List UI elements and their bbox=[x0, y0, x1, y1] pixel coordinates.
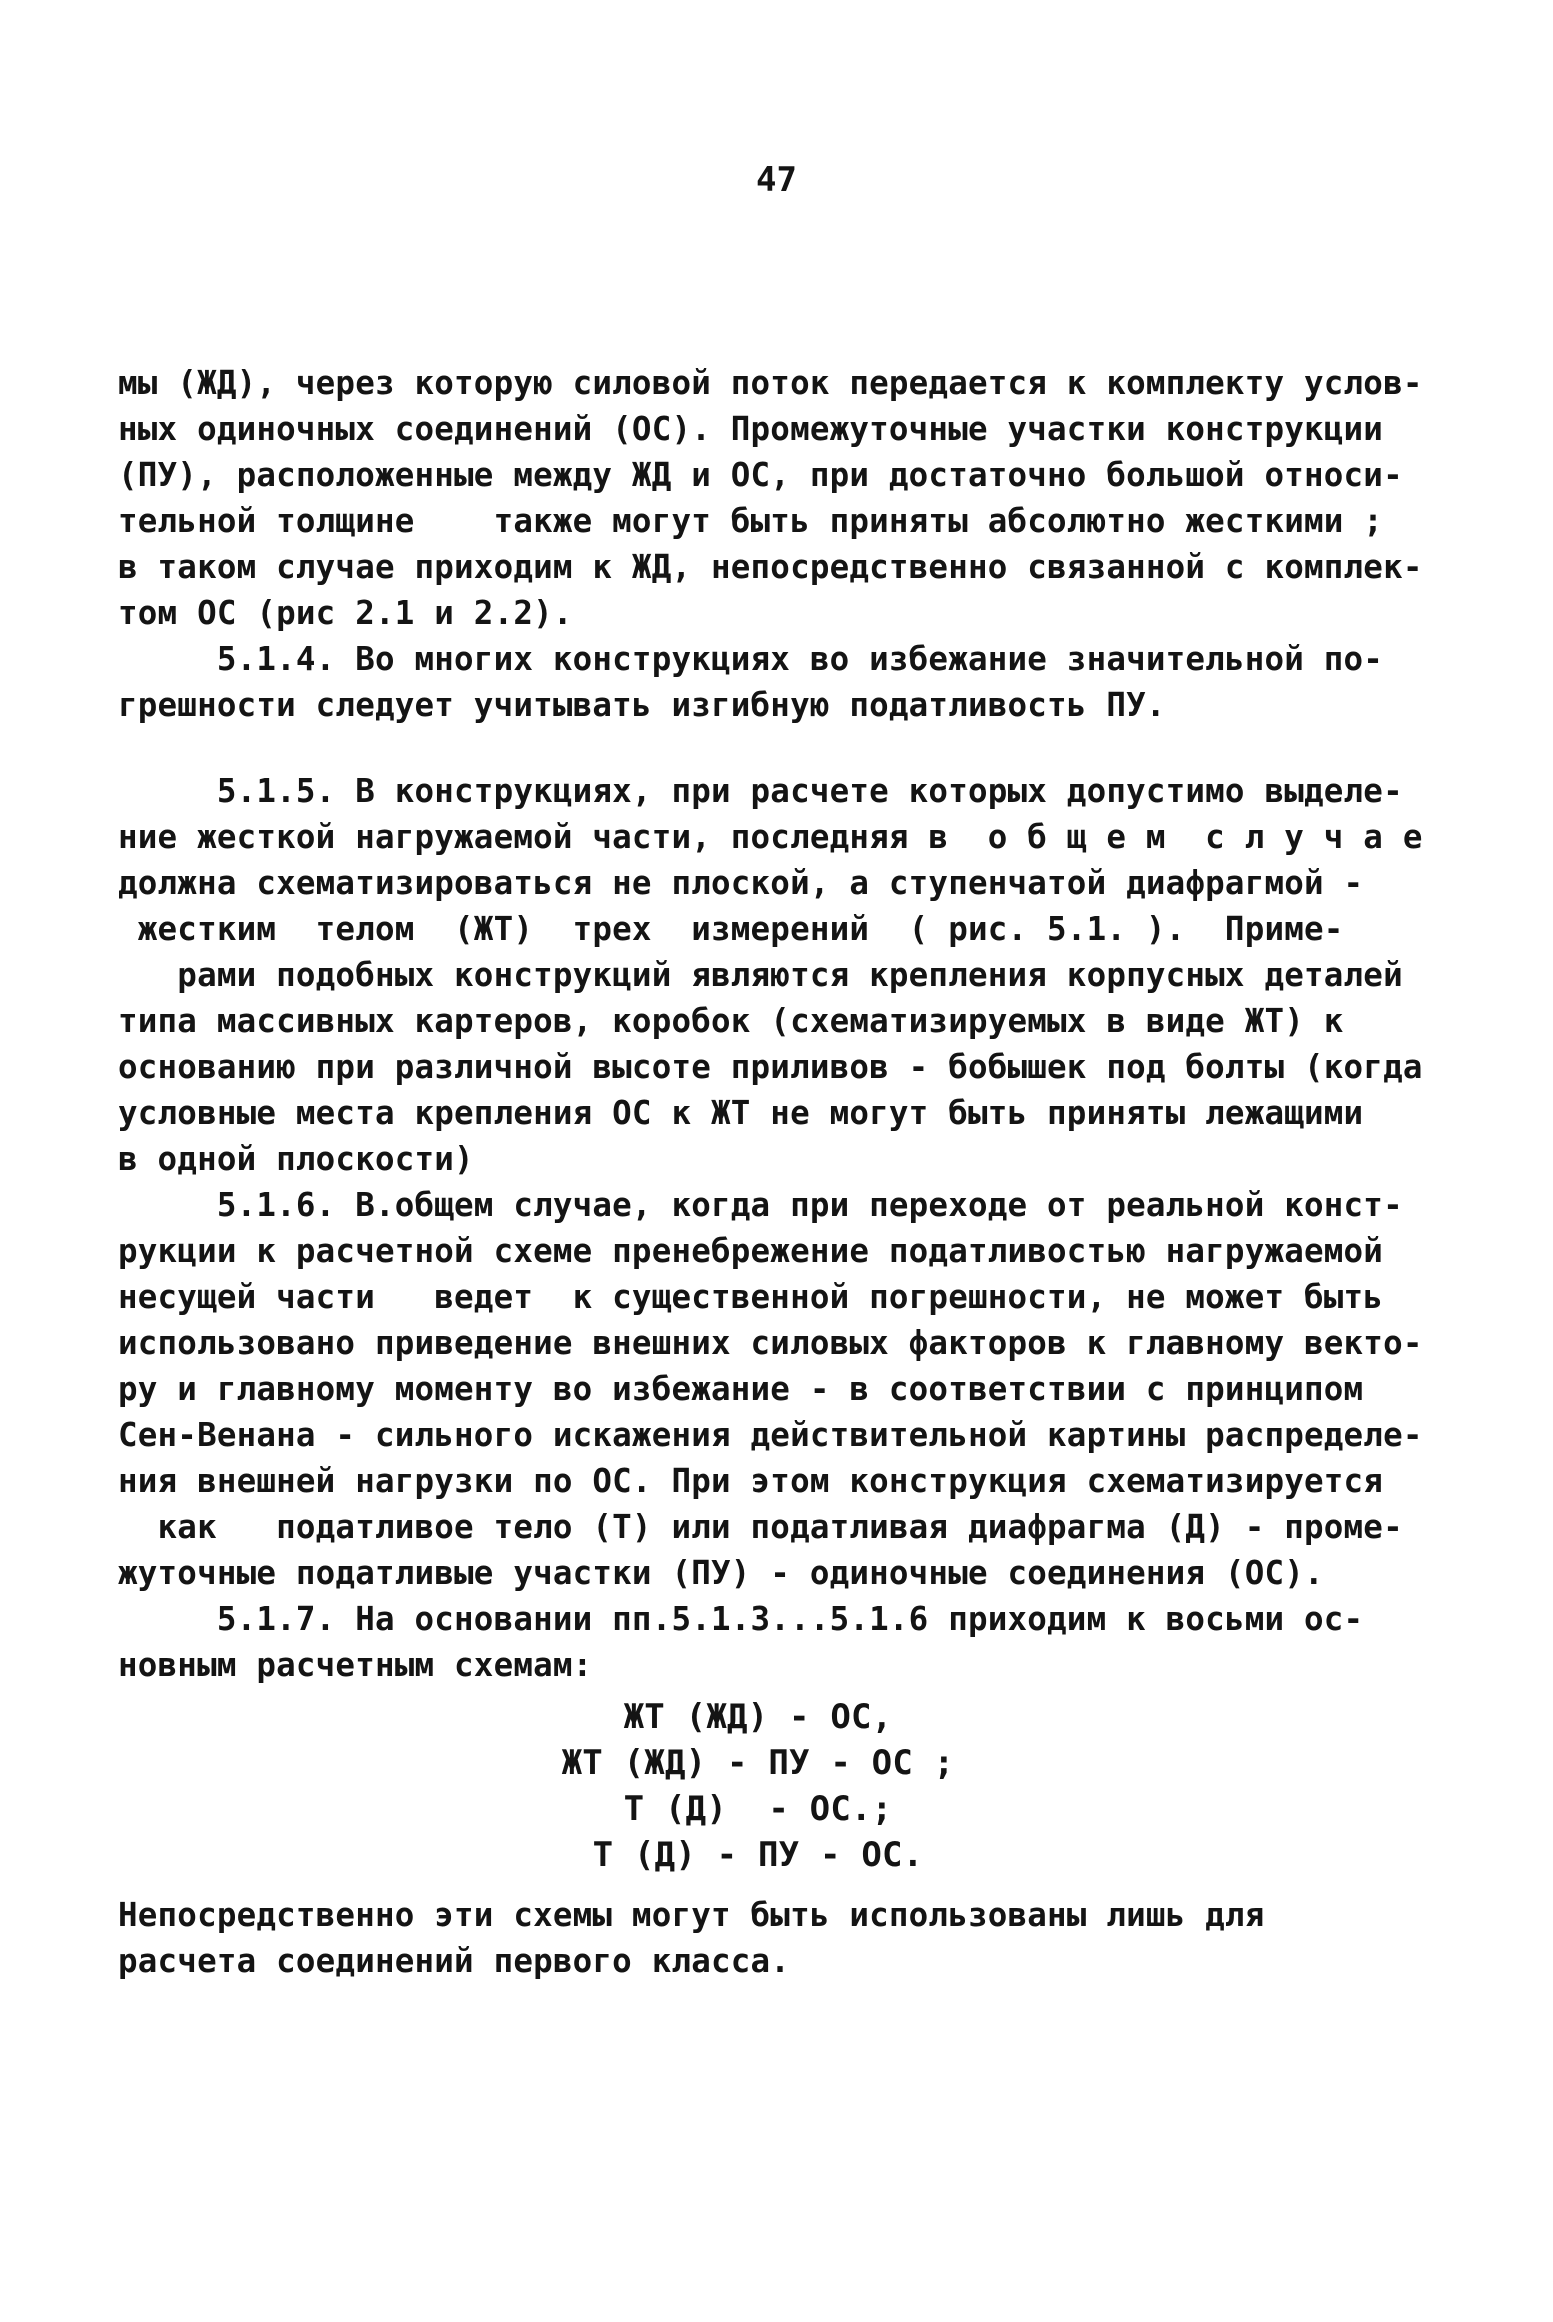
text-line: рукции к расчетной схеме пренебрежение податливостью нагружаемой bbox=[118, 1232, 1384, 1270]
text-line: (ПУ), расположенные между ЖД и ОС, при достаточно большой относи- bbox=[118, 456, 1403, 494]
text-line: жестким телом (ЖТ) трех измерений ( рис. 5.1. ). Приме- bbox=[118, 910, 1344, 948]
paragraph-5-1-5 bbox=[118, 768, 1423, 1182]
text-line: жуточные податливые участки (ПУ) - одиночные соединения (ОС). bbox=[118, 1554, 1324, 1592]
text-line: 5.1.6. В.общем случае, когда при переходе от реальной конст- bbox=[118, 1186, 1403, 1224]
scheme-item: ЖТ (ЖД) - ОС, bbox=[623, 1697, 893, 1737]
text-line: ния внешней нагрузки по ОС. При этом конструкция схематизируется bbox=[118, 1462, 1384, 1500]
text-line: 5.1.5. В конструкциях, при расчете которых допустимо выделе- bbox=[118, 772, 1403, 810]
text-line: грешности следует учитывать изгибную податливость ПУ. bbox=[118, 686, 1166, 724]
text-line: должна схематизироваться не плоской, а ступенчатой диафрагмой - bbox=[118, 864, 1364, 902]
text-line: расчета соединений первого класса. bbox=[118, 1942, 791, 1980]
text-line: том ОС (рис 2.1 и 2.2). bbox=[118, 594, 573, 632]
text-line: 5.1.4. Во многих конструкциях во избежание значительной по- bbox=[118, 640, 1384, 678]
text-line: ру и главному моменту во избежание - в соответствии с принципом bbox=[118, 1370, 1364, 1408]
scheme-list bbox=[118, 1694, 1358, 1878]
paragraph-5-1-4 bbox=[118, 636, 1384, 728]
text-line: новным расчетным схемам: bbox=[118, 1646, 593, 1684]
paragraph-5-1-7 bbox=[118, 1596, 1364, 1688]
text-line: в таком случае приходим к ЖД, непосредственно связанной с комплек- bbox=[118, 548, 1423, 586]
scheme-item: ЖТ (ЖД) - ПУ - ОС ; bbox=[561, 1743, 955, 1783]
scheme-item: Т (Д) - ПУ - ОС. bbox=[592, 1835, 924, 1875]
text-line: использовано приведение внешних силовых факторов к главному векто- bbox=[118, 1324, 1423, 1362]
text-line: рами подобных конструкций являются крепления корпусных деталей bbox=[118, 956, 1403, 994]
text-line: типа массивных картеров, коробок (схематизируемых в виде ЖТ) к bbox=[118, 1002, 1344, 1040]
text-line: основанию при различной высоте приливов - бобышек под болты (когда bbox=[118, 1048, 1423, 1086]
closing-paragraph bbox=[118, 1892, 1358, 1984]
text-line: несущей части ведет к существенной погрешности, не может быть bbox=[118, 1278, 1384, 1316]
text-line: Сен-Венана - сильного искажения действительной картины распределе- bbox=[118, 1416, 1423, 1454]
document-body bbox=[118, 360, 1423, 1984]
text-line: ние жесткой нагружаемой части, последняя в о б щ е м с л у ч а е bbox=[118, 818, 1423, 856]
text-line: ных одиночных соединений (ОС). Промежуточные участки конструкции bbox=[118, 410, 1384, 448]
paragraph-5-1-6 bbox=[118, 1182, 1423, 1596]
paragraph-spacer bbox=[118, 728, 1358, 768]
paragraph-continuation bbox=[118, 360, 1423, 636]
text-line: в одной плоскости) bbox=[118, 1140, 474, 1178]
text-line: 5.1.7. На основании пп.5.1.3...5.1.6 приходим к восьми ос- bbox=[118, 1600, 1364, 1638]
text-line: как податливое тело (Т) или податливая диафрагма (Д) - проме- bbox=[118, 1508, 1403, 1546]
scheme-item: Т (Д) - ОС.; bbox=[623, 1789, 893, 1829]
page-number: 47 bbox=[756, 160, 797, 200]
text-line: тельной толщине также могут быть приняты абсолютно жесткими ; bbox=[118, 502, 1384, 540]
text-line: условные места крепления ОС к ЖТ не могут быть приняты лежащими bbox=[118, 1094, 1364, 1132]
text-line: мы (ЖД), через которую силовой поток передается к комплекту услов- bbox=[118, 364, 1423, 402]
text-line: Непосредственно эти схемы могут быть использованы лишь для bbox=[118, 1896, 1265, 1934]
